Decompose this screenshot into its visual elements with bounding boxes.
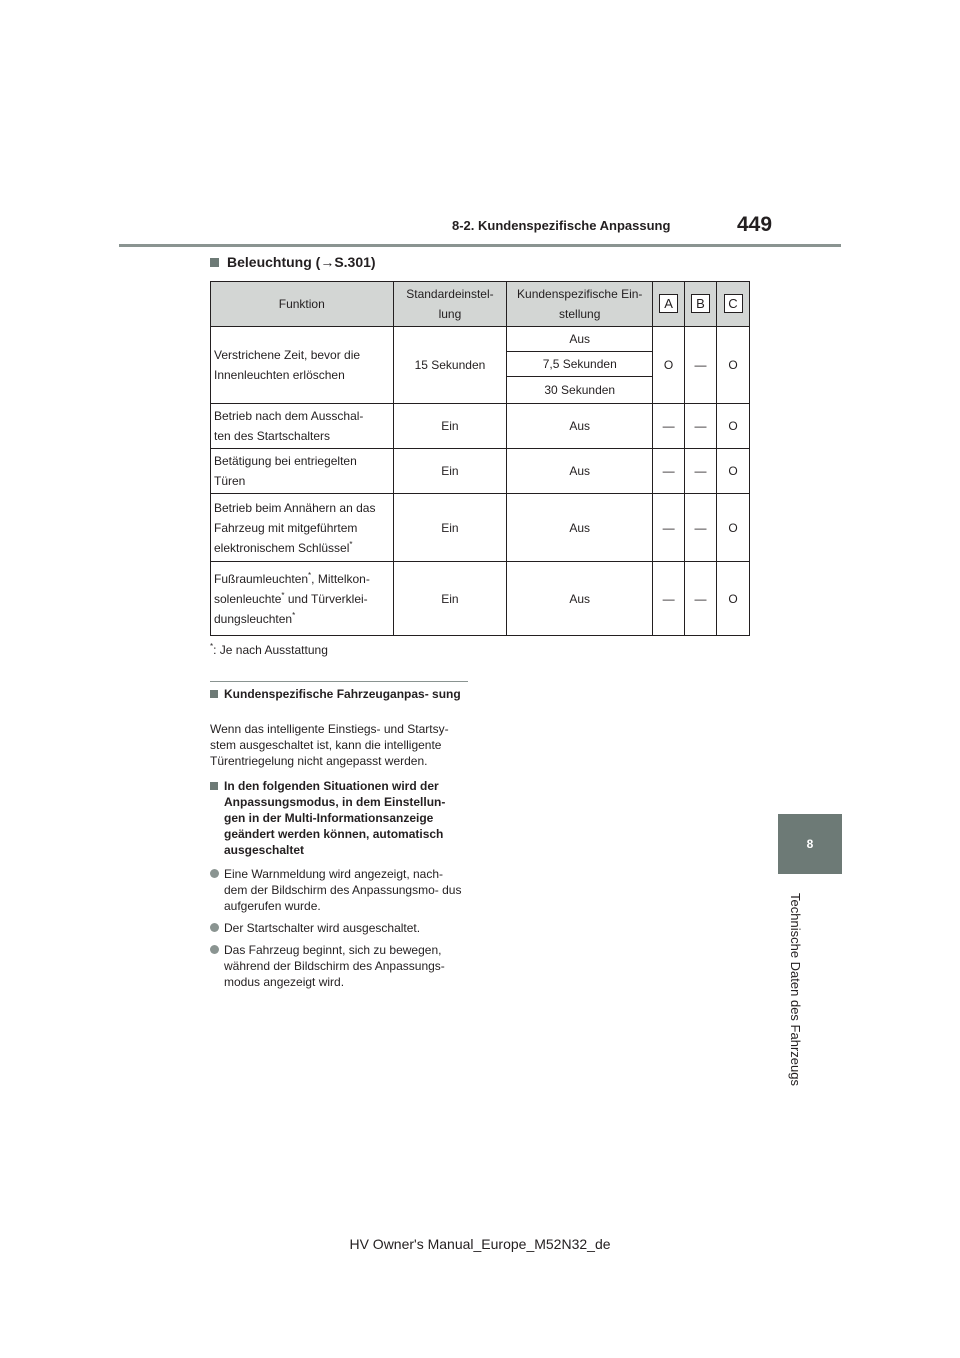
customization-table: [210, 281, 750, 636]
chapter-title: Technische Daten des Fahrzeugs: [787, 892, 803, 1086]
label-c-icon: C: [724, 294, 743, 313]
square-bullet-icon: [210, 258, 219, 267]
header-a: [653, 282, 685, 327]
cell-funktion: Betätigung bei entriegelten Türen: [211, 449, 394, 494]
table-row: [211, 494, 750, 562]
cell-b: —: [685, 449, 717, 494]
square-bullet-icon: [210, 690, 218, 698]
cell-a: —: [653, 494, 685, 562]
cell-standard: Ein: [393, 494, 507, 562]
cell-funktion: Betrieb beim Annähern an das Fahrzeug mit mitgeführtem elektronischem Schlüssel*: [211, 494, 394, 562]
label-b-icon: B: [691, 294, 710, 313]
cell-option: Aus: [507, 404, 653, 449]
cell-a: —: [653, 449, 685, 494]
header-divider: [119, 244, 841, 247]
table-header-row: [211, 282, 750, 327]
note-heading-1: [210, 686, 468, 702]
table-row: [211, 562, 750, 636]
list-item-text: Das Fahrzeug beginnt, sich zu bewegen, während der Bildschirm des Anpassungs- modus angezeigt wird.: [224, 943, 445, 989]
circle-bullet-icon: [210, 923, 219, 932]
header-c: [717, 282, 750, 327]
list-item: [210, 866, 468, 914]
cell-funktion: Fußraumleuchten*, Mittelkon- solenleuchte* und Türverklei- dungsleuchten*: [211, 562, 394, 636]
table-footnote: [210, 643, 328, 657]
table-row: [211, 327, 750, 352]
footnote-mark: *: [210, 642, 214, 651]
cell-option: Aus: [507, 327, 653, 352]
circle-bullet-icon: [210, 945, 219, 954]
header-funktion: Funktion: [211, 282, 394, 327]
label-a-icon: A: [659, 294, 678, 313]
chapter-number: 8: [806, 837, 814, 851]
cell-b: —: [685, 494, 717, 562]
cell-funktion: Betrieb nach dem Ausschal- ten des Startschalters: [211, 404, 394, 449]
cell-funktion: Verstrichene Zeit, bevor die Innenleuchten erlöschen: [211, 327, 394, 404]
note-heading-text: In den folgenden Situationen wird der Anpassungsmodus, in dem Einstellun- gen in der Multi-Informationsanzeige geändert werden können, automatisch ausgeschaltet: [224, 779, 446, 857]
footnote-mark: *: [308, 570, 312, 580]
table-row: [211, 449, 750, 494]
cell-a: —: [653, 562, 685, 636]
notes-divider: [210, 681, 468, 682]
cell-option: Aus: [507, 494, 653, 562]
footnote-text: : Je nach Ausstattung: [213, 643, 328, 657]
footnote-mark: *: [349, 539, 353, 549]
note-heading-text: Kundenspezifische Fahrzeuganpas- sung: [224, 687, 461, 701]
cell-option: 7,5 Sekunden: [507, 352, 653, 377]
list-item-text: Der Startschalter wird ausgeschaltet.: [224, 921, 421, 935]
note-paragraph-1: Wenn das intelligente Einstiegs- und Startsy- stem ausgeschaltet ist, kann die intelligente Türentriegelung nicht angepasst werden.: [210, 722, 449, 768]
cell-c: O: [717, 327, 750, 404]
header-kundenspezifisch: Kundenspezifische Ein- stellung: [507, 282, 653, 327]
table-row: [211, 404, 750, 449]
section-title: 8-2. Kundenspezifische Anpassung: [452, 218, 671, 233]
cell-c: O: [717, 449, 750, 494]
cell-standard: Ein: [393, 404, 507, 449]
cell-a: O: [653, 327, 685, 404]
list-item: [210, 920, 468, 936]
circle-bullet-icon: [210, 869, 219, 878]
cell-a: —: [653, 404, 685, 449]
chapter-tab[interactable]: [778, 814, 842, 874]
header-b: [685, 282, 717, 327]
heading-text: Beleuchtung (→S.301): [227, 254, 376, 270]
cell-c: O: [717, 494, 750, 562]
cell-b: —: [685, 327, 717, 404]
header-standard: Standardeinstel- lung: [393, 282, 507, 327]
footnote-mark: *: [292, 610, 296, 620]
cell-standard: Ein: [393, 449, 507, 494]
cell-c: O: [717, 562, 750, 636]
cell-option: 30 Sekunden: [507, 377, 653, 404]
cell-b: —: [685, 562, 717, 636]
cell-standard: 15 Sekunden: [393, 327, 507, 404]
footnote-mark: *: [281, 590, 285, 600]
note-heading-2: [210, 778, 468, 858]
page-number: 449: [737, 213, 773, 236]
cell-option: Aus: [507, 449, 653, 494]
square-bullet-icon: [210, 782, 218, 790]
chapter-title-vertical: [780, 884, 810, 1094]
cell-standard: Ein: [393, 562, 507, 636]
list-item: [210, 942, 468, 990]
cell-c: O: [717, 404, 750, 449]
section-heading: [210, 254, 376, 270]
cell-option: Aus: [507, 562, 653, 636]
list-item-text: Eine Warnmeldung wird angezeigt, nach- dem der Bildschirm des Anpassungsmo- dus aufgerufen wurde.: [224, 867, 462, 913]
page-footer: HV Owner's Manual_Europe_M52N32_de: [349, 1236, 611, 1252]
cell-b: —: [685, 404, 717, 449]
